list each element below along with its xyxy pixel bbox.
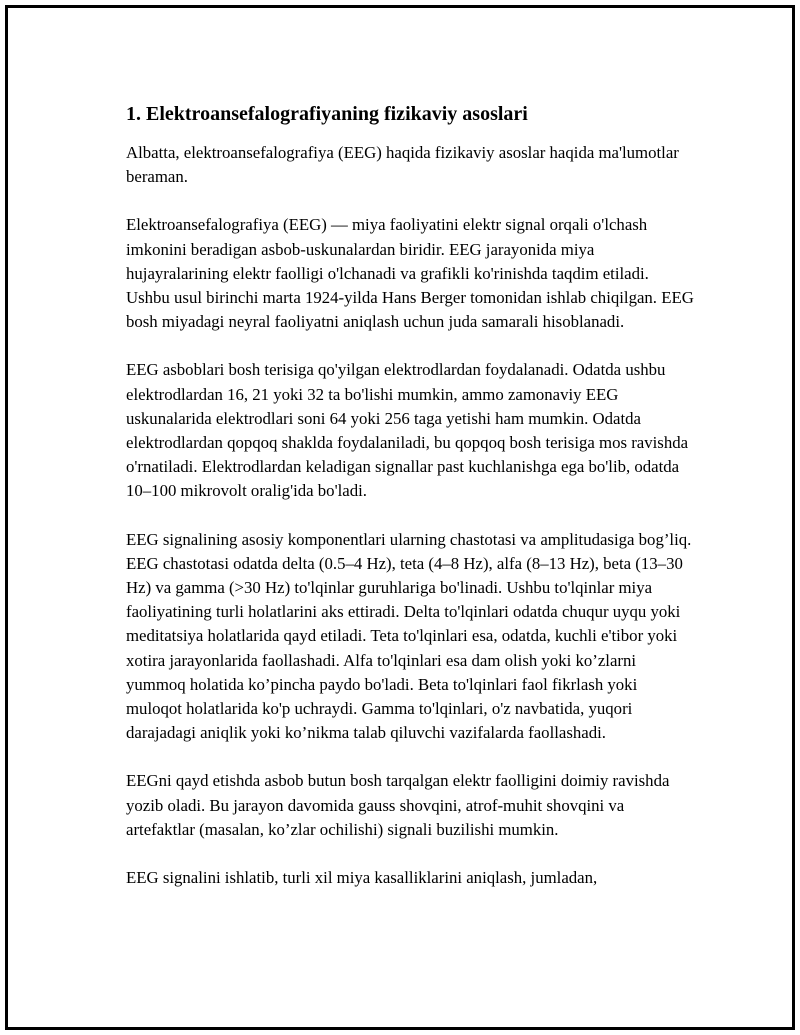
paragraph-diagnosis: EEG signalini ishlatib, turli xil miya kasalliklarini aniqlash, jumladan, [126, 868, 598, 888]
document-body [126, 101, 696, 914]
paragraph-electrodes: EEG asboblari bosh terisiga qo'yilgan elektrodlardan foydalanadi. Odatda ushbu elektrodlardan 16, 21 yoki 32 ta bo'lishi mumkin, ammo zamonaviy EEG uskunalarida elektrodlari soni 64 yoki 256 taga yetishi ham mumkin. Odatda elektrodlardan qopqoq shaklda foydalaniladi, bu qopqoq bosh terisiga mos ravishda o'rnatiladi. Elektrodlardan keladigan signallar past kuchlanishga ega bo'lib, odatda 10–100 mikrovolt oralig'ida bo'ladi. [126, 360, 689, 501]
section-heading: 1. Elektroansefalografiyaning fizikaviy asoslari [126, 103, 528, 125]
paragraph-intro: Albatta, elektroansefalografiya (EEG) haqida fizikaviy asoslar haqida ma'lumotlar beraman. [126, 143, 679, 187]
paragraph-frequency-bands: EEG signalining asosiy komponentlari ularning chastotasi va amplitudasiga bog’liq. EEG chastotasi odatda delta (0.5–4 Hz), teta (4–8 Hz), alfa (8–13 Hz), beta (13–30 Hz) va gamma (>30 Hz) to'lqinlar guruhlariga bo'linadi. Ushbu to'lqinlar miya faoliyatining turli holatlarini aks ettiradi. Delta to'lqinlari odatda chuqur uyqu yoki meditatsiya holatlarida qayd etiladi. Teta to'lqinlari esa, odatda, kuchli e'tibor yoki xotira jarayonlarida faollashadi. Alfa to'lqinlari esa dam olish yoki ko’zlarni yummoq holatida ko’pincha paydo bo'ladi. Beta to'lqinlari faol fikrlash yoki muloqot holatlarida ko'p uchraydi. Gamma to'lqinlari, o'z navbatida, yuqori darajadagi aniqlik yoki ko’nikma talab qiluvchi vazifalarda faollashadi. [126, 529, 692, 743]
paragraph-recording-noise: EEGni qayd etishda asbob butun bosh tarqalgan elektr faolligini doimiy ravishda yozib oladi. Bu jarayon davomida gauss shovqini, atrof-muhit shovqini va artefaktlar (masalan, ko’zlar ochilishi) signali buzilishi mumkin. [126, 771, 670, 839]
paragraph-eeg-definition: Elektroansefalografiya (EEG) — miya faoliyatini elektr signal orqali o'lchash imkonini beradigan asbob-uskunalardan biridir. EEG jarayonida miya hujayralarining elektr faolligi o'lchanadi va grafikli ko'rinishda taqdim etiladi. Ushbu usul birinchi marta 1924-yilda Hans Berger tomonidan ishlab chiqilgan. EEG bosh miyadagi neyral faoliyatni aniqlash uchun juda samarali hisoblanadi. [126, 215, 694, 332]
document-page [5, 5, 795, 1030]
